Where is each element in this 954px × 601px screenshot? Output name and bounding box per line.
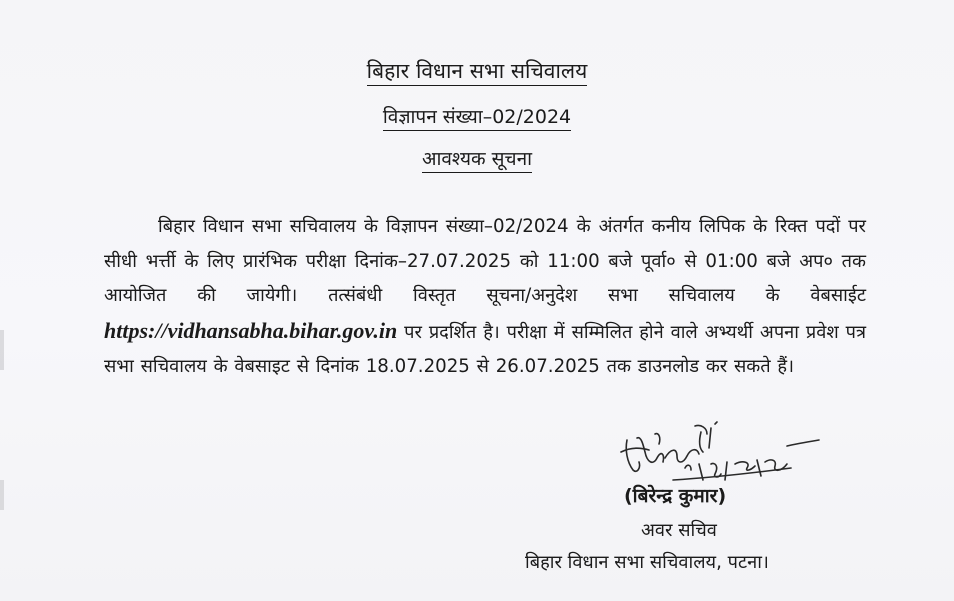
notice-title bbox=[0, 146, 954, 172]
office-heading-text: बिहार विधान सभा सचिवालय bbox=[367, 59, 588, 86]
scan-edge-mark bbox=[0, 480, 4, 510]
website-url[interactable]: https://vidhansabha.bihar.gov.in bbox=[104, 317, 398, 343]
notice-text-before-url: बिहार विधान सभा सचिवालय के विज्ञापन संख्या–02/2024 के अंतर्गत कनीय लिपिक के रिक्त पदों पर सीधी भर्त्ती के लिए प्रारंभिक परीक्षा दिनांक–27.07.2025 को 11:00 बजे पूर्वा० से 01:00 बजे अप० तक आयोजित की जायेगी। तत्संबंधी विस्तृत सूचना/अनुदेश सभा सचिवालय के वेबसाईट bbox=[104, 216, 866, 307]
scan-edge-mark bbox=[0, 330, 4, 370]
advertisement-number bbox=[0, 104, 954, 130]
signature-icon bbox=[615, 418, 825, 490]
office-heading bbox=[0, 58, 954, 84]
advertisement-number-text: विज्ञापन संख्या–02/2024 bbox=[383, 106, 571, 131]
notice-title-text: आवश्यक सूचना bbox=[422, 148, 532, 173]
notice-body bbox=[104, 210, 866, 385]
signatory-name: (बिरेन्द्र कुमार) bbox=[624, 485, 727, 507]
handwritten-signature bbox=[615, 418, 825, 490]
signatory-designation: अवर सचिव bbox=[641, 520, 717, 541]
signatory-office: बिहार विधान सभा सचिवालय, पटना। bbox=[525, 552, 769, 573]
notice-text-after-url: पर प्रदर्शित है। परीक्षा में सम्मिलित होने वाले अभ्यर्थी अपना प्रवेश पत्र सभा सचिवालय के वेबसाइट से दिनांक 18.07.2025 से 26.07.2025 तक डाउनलोड कर सकते हैं। bbox=[104, 321, 866, 378]
